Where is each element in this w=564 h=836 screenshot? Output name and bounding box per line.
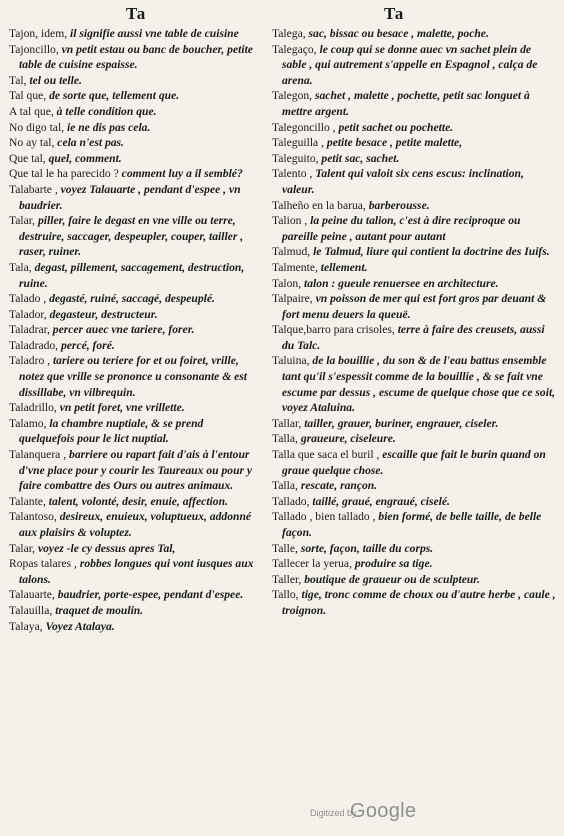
entry-headword: No ay tal,: [9, 136, 58, 150]
entry-headword: Taladrado,: [9, 338, 61, 352]
entry-definition: rescate, rançon.: [300, 479, 378, 493]
entry-headword: Talegon,: [272, 89, 315, 103]
dictionary-entry: [9, 88, 261, 104]
dictionary-entry: [9, 307, 261, 323]
dictionary-entry: [272, 322, 557, 353]
dictionary-entry: [9, 603, 261, 619]
entry-definition: tariere ou teriere for et ou foiret, vrille, notez que vrille se prononce u consonante & est dissillabe, vn vilbrequin.: [19, 354, 248, 399]
entry-headword: Talauarte,: [9, 588, 58, 602]
entry-headword: Tallo,: [272, 588, 302, 602]
entry-definition: à telle condition que.: [56, 104, 157, 118]
entry-definition: barberousse.: [368, 198, 430, 212]
dictionary-entry: [272, 198, 557, 214]
entry-definition: cela n'est pas.: [57, 136, 124, 150]
dictionary-entry: [9, 494, 261, 510]
entry-definition: talent, volonté, desir, enuie, affection.: [48, 494, 228, 508]
dictionary-entry: [272, 135, 557, 151]
entry-definition: produire sa tige.: [354, 557, 433, 571]
entry-definition: percé, foré.: [60, 338, 115, 352]
entry-headword: Tajon, idem,: [9, 27, 71, 40]
dictionary-entry: [9, 587, 261, 603]
entry-headword: Taleguito,: [272, 151, 322, 165]
entry-headword: Talamo,: [9, 416, 50, 430]
entry-headword: Que tal le ha parecido ?: [9, 167, 122, 181]
entry-definition: escaille que fait le burin quand on graue quelque chose.: [282, 448, 546, 477]
dictionary-entry: [272, 26, 557, 42]
entry-headword: Talador,: [9, 307, 50, 321]
entry-definition: vn petit foret, vne vrillette.: [59, 401, 185, 415]
entry-definition: il signifie aussi vne table de cuisine: [70, 27, 239, 40]
right-column: [272, 26, 557, 619]
dictionary-entry: [9, 541, 261, 557]
dictionary-entry: [272, 587, 557, 618]
entry-headword: Tallado , bien tallado ,: [272, 510, 379, 524]
dictionary-entry: [272, 213, 557, 244]
entry-headword: Talanquera ,: [9, 448, 70, 462]
dictionary-entry: [272, 447, 557, 478]
dictionary-entry: [9, 104, 261, 120]
dictionary-entry: [272, 244, 557, 260]
page-footer: [0, 798, 564, 828]
entry-definition: traquet de moulin.: [55, 603, 144, 617]
entry-definition: sachet , malette , pochette, petit sac longuet à mettre argent.: [282, 89, 530, 118]
entry-headword: Taleguilla ,: [272, 136, 327, 150]
dictionary-entry: [9, 400, 261, 416]
entry-definition: terre à faire des creusets, aussi du Talc.: [282, 323, 545, 352]
entry-headword: Talion ,: [272, 214, 311, 228]
entry-headword: Que tal,: [9, 151, 49, 165]
entry-headword: Talpaire,: [272, 292, 316, 306]
entry-definition: le Talmud, liure qui contient la doctrine des Iuifs.: [313, 245, 550, 259]
entry-definition: le coup qui se donne auec vn sachet plein de sable , qui autrement s'appelle en Espagnol , calça de arena.: [282, 42, 538, 87]
entry-headword: Tallecer la yerua,: [272, 557, 355, 571]
entry-headword: Talmente,: [272, 260, 321, 274]
dictionary-entry: [272, 556, 557, 572]
dictionary-entry: [9, 166, 261, 182]
dictionary-entry: [9, 135, 261, 151]
left-column-heading: Ta: [126, 4, 147, 23]
entry-definition: sac, bissac ou besace , malette, poche.: [308, 27, 489, 40]
entry-definition: tellement.: [320, 260, 368, 274]
entry-headword: Tallado,: [272, 494, 313, 508]
entry-headword: Talabarte ,: [9, 182, 61, 196]
entry-definition: sorte, façon, taille du corps.: [300, 541, 434, 555]
dictionary-entry: [272, 572, 557, 588]
dictionary-entry: [272, 431, 557, 447]
entry-definition: Voyez Atalaya.: [45, 619, 115, 633]
entry-headword: Talque,barro para crisoles,: [272, 323, 398, 337]
entry-definition: desireux, enuieux, voluptueux, addonné aux plaisirs & voluptez.: [19, 510, 252, 539]
dictionary-entry: [272, 276, 557, 292]
entry-headword: Talento ,: [272, 167, 316, 181]
entry-headword: Tal que,: [9, 89, 50, 103]
entry-headword: Talar,: [9, 214, 38, 228]
entry-definition: boutique de graueur ou de sculpteur.: [304, 572, 481, 586]
entry-definition: petit sachet ou pochette.: [338, 120, 454, 134]
entry-definition: degasté, ruiné, saccagé, despeuplé.: [49, 292, 215, 306]
entry-definition: baudrier, porte-espee, pendant d'espee.: [57, 588, 244, 602]
dictionary-entry: [9, 556, 261, 587]
entry-headword: Talega,: [272, 27, 309, 40]
dictionary-entry: [272, 509, 557, 540]
entry-headword: Tallar,: [272, 416, 305, 430]
entry-definition: voyez Talauarte , pendant d'espee , vn baudrier.: [19, 182, 241, 212]
entry-headword: Talegoncillo ,: [272, 120, 339, 134]
entry-headword: Talado ,: [9, 292, 50, 306]
dictionary-entry: [9, 322, 261, 338]
entry-headword: Talon,: [272, 276, 305, 290]
dictionary-entry: [9, 213, 261, 260]
entry-definition: de la bouillie , du son & de l'eau battus ensemble tant qu'il s'espessit comme de la bouillie , & se fait vne escume par dessus , escume de quelque chose que ce soit, voyez Ataluina.: [282, 354, 556, 415]
dictionary-entry: [9, 260, 261, 291]
entry-headword: A tal que,: [9, 104, 57, 118]
entry-headword: Talegaço,: [272, 42, 320, 56]
entry-headword: Talauilla,: [9, 603, 56, 617]
dictionary-entry: [9, 182, 261, 213]
dictionary-entry: [272, 478, 557, 494]
entry-definition: barriere ou rapart fait d'ais à l'entour d'vne place pour y courir les Taureaux ou pour y faire combattre des Ours ou autres animaux.: [19, 448, 253, 493]
entry-definition: petit sac, sachet.: [321, 151, 400, 165]
entry-headword: Talla que saca el buril ,: [272, 448, 383, 462]
entry-definition: taillé, graué, engraué, ciselé.: [312, 494, 450, 508]
entry-headword: Ropas talares ,: [9, 557, 80, 571]
entry-headword: Talheño en la barua,: [272, 198, 369, 212]
entry-headword: Talle,: [272, 541, 301, 555]
entry-definition: la peine du talion, c'est à dire reciproque ou pareille peine , autant pour autant: [282, 214, 521, 243]
entry-headword: Taluina,: [272, 354, 313, 368]
dictionary-entry: [272, 166, 557, 197]
entry-headword: Talaya,: [9, 619, 46, 633]
entry-headword: Tal,: [9, 73, 30, 87]
dictionary-entry: [9, 619, 261, 635]
google-logo: Google: [350, 800, 417, 822]
dictionary-entry: [9, 509, 261, 540]
dictionary-entry: [272, 353, 557, 415]
dictionary-entry: [272, 260, 557, 276]
dictionary-entry: [272, 42, 557, 89]
entry-definition: de sorte que, tellement que.: [49, 89, 180, 103]
entry-headword: Talar,: [9, 541, 38, 555]
entry-definition: vn poisson de mer qui est fort gros par deuant & fort menu deuers la queuë.: [282, 292, 547, 321]
entry-headword: Tajoncillo,: [9, 42, 62, 56]
entry-definition: bien formé, de belle taille, de belle façon.: [282, 510, 542, 539]
entry-definition: tel ou telle.: [29, 73, 82, 87]
dictionary-entry: [9, 416, 261, 447]
dictionary-entry: [9, 151, 261, 167]
entry-definition: Talent qui valoit six cens escus: inclination, valeur.: [282, 167, 524, 196]
entry-headword: Taladrillo,: [9, 401, 60, 415]
dictionary-entry: [272, 88, 557, 119]
entry-headword: Taladro ,: [9, 354, 53, 368]
dictionary-entry: [9, 353, 261, 400]
entry-headword: Tala,: [9, 260, 35, 274]
dictionary-entry: [272, 151, 557, 167]
entry-headword: Talantoso,: [9, 510, 60, 524]
entry-headword: Taller,: [272, 572, 305, 586]
entry-definition: percer auec vne tariere, forer.: [52, 323, 195, 337]
right-column-heading: Ta: [384, 4, 405, 23]
entry-definition: voyez -le cy dessus apres Tal,: [37, 541, 176, 555]
entry-definition: ie ne dis pas cela.: [66, 120, 151, 134]
entry-definition: degast, pillement, saccagement, destruction, ruine.: [19, 260, 245, 290]
entry-definition: graueure, ciseleure.: [300, 432, 396, 446]
entry-definition: vn petit estau ou banc de boucher, petite table de cuisine espaisse.: [19, 42, 253, 72]
dictionary-entry: [272, 416, 557, 432]
dictionary-entry: [272, 541, 557, 557]
dictionary-entry: [9, 338, 261, 354]
dictionary-entry: [9, 291, 261, 307]
entry-headword: Talmud,: [272, 245, 314, 259]
entry-definition: tige, tronc comme de choux ou d'autre herbe , caule , troignon.: [282, 588, 556, 617]
entry-headword: No digo tal,: [9, 120, 67, 134]
page-header: [0, 4, 564, 26]
dictionary-entry: [9, 73, 261, 89]
entry-definition: comment luy a il semblé?: [121, 167, 243, 181]
entry-definition: la chambre nuptiale, & se prend quelquefois pour le lict nuptial.: [19, 416, 204, 446]
dictionary-entry: [272, 494, 557, 510]
entry-definition: talon : gueule renuersee en architecture.: [304, 276, 499, 290]
left-column: [9, 26, 261, 634]
entry-definition: robbes longues qui vont iusques aux talons.: [19, 557, 254, 586]
dictionary-entry: [9, 42, 261, 73]
entry-headword: Taladrar,: [9, 323, 53, 337]
entry-headword: Talante,: [9, 494, 49, 508]
entry-definition: degasteur, destructeur.: [49, 307, 158, 321]
entry-definition: petite besace , petite malette,: [326, 136, 463, 150]
dictionary-entry: [272, 291, 557, 322]
entry-headword: Talla,: [272, 432, 301, 446]
entry-definition: quel, comment.: [48, 151, 122, 165]
entry-definition: piller, faire le degast en vne ville ou terre, destruire, saccager, despeupler, couper, tailler , raser, ruiner.: [19, 214, 244, 259]
dictionary-entry: [9, 447, 261, 494]
dictionary-entry: [9, 120, 261, 136]
dictionary-entry: [272, 120, 557, 136]
entry-headword: Talla,: [272, 479, 301, 493]
entry-definition: tailler, grauer, buriner, engrauer, ciseler.: [304, 416, 499, 430]
dictionary-entry: [9, 26, 261, 42]
digitized-by-text: Digitized by: [310, 808, 357, 818]
